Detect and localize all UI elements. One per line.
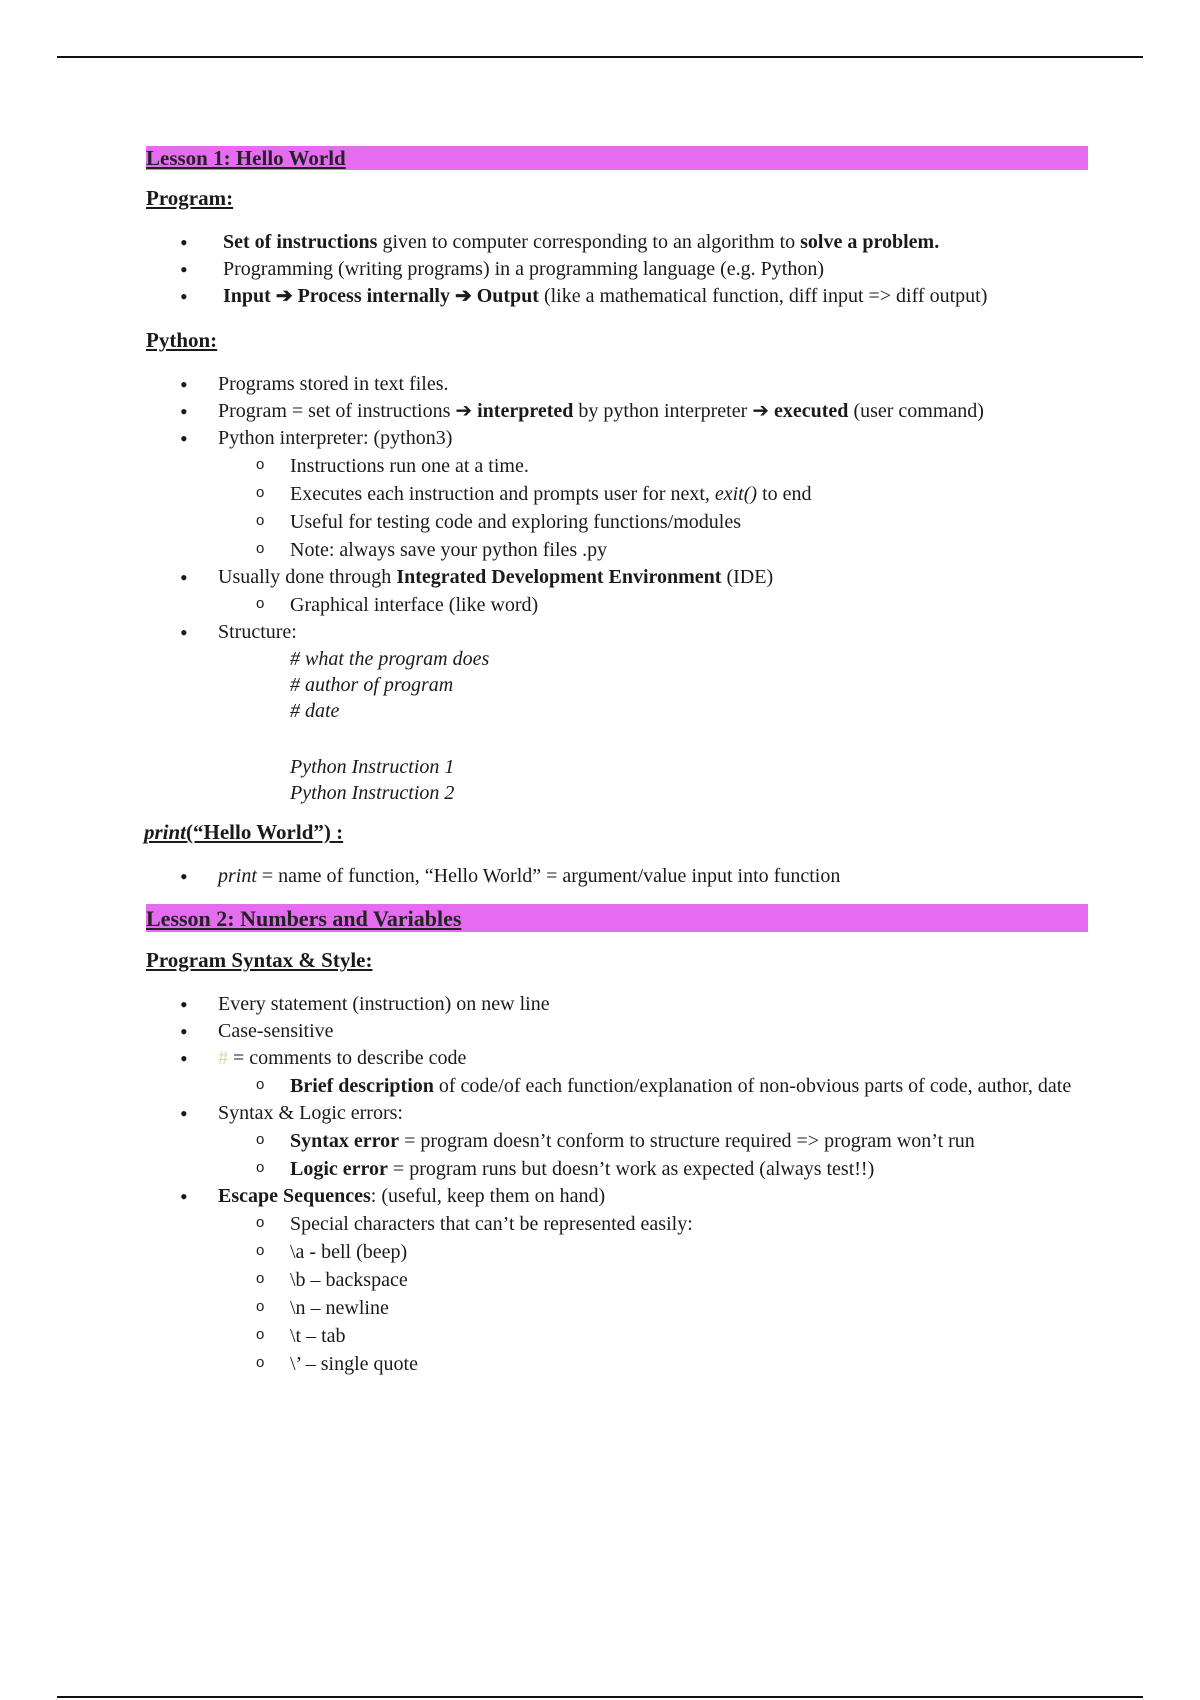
list-item: [146, 863, 1088, 890]
sub-list-item: o Instructions run one at a time.: [146, 452, 1088, 480]
bold-text: Logic error: [290, 1158, 388, 1180]
top-rule: [57, 56, 1143, 58]
text: to end: [757, 483, 812, 505]
code-line: # what the program does: [290, 648, 490, 670]
text: given to computer corresponding to an algorithm to: [377, 231, 801, 253]
sub-list-item: o Useful for testing code and exploring functions/modules: [146, 508, 1088, 536]
bottom-rule: [57, 1696, 1143, 1698]
text: (IDE): [721, 566, 774, 588]
italic-text: print: [144, 820, 187, 844]
sub-list-item: o Special characters that can’t be represented easily:: [146, 1210, 1088, 1238]
list-item: • Syntax & Logic errors:: [146, 1100, 1088, 1127]
bold-text: Escape Sequences: [218, 1185, 371, 1207]
list-item: [146, 398, 1088, 425]
text: = program runs but doesn’t work as expected (always test!!): [387, 1158, 875, 1180]
list-item: [146, 256, 1088, 283]
code-block: [146, 646, 1088, 806]
python-heading: Python:: [146, 328, 218, 352]
bold-text: Set of instructions: [223, 231, 378, 253]
python-list: [146, 371, 1088, 646]
sub-list-item: [146, 480, 1088, 508]
program-list: [146, 229, 1088, 310]
print-list: [146, 863, 1088, 890]
sub-list-item: o \b – backspace: [146, 1266, 1088, 1294]
sub-list-item: o \a - bell (beep): [146, 1238, 1088, 1266]
list-item: [146, 1183, 1088, 1210]
bold-text: Brief description: [290, 1075, 434, 1097]
sub-list-item: o \’ – single quote: [146, 1350, 1088, 1378]
list-item: • Case-sensitive: [146, 1018, 1088, 1045]
text: of code/of each function/explanation of non-obvious parts of code, author, date: [433, 1075, 1072, 1097]
sub-list-item: o \n – newline: [146, 1294, 1088, 1322]
bold-text: interpreted: [477, 400, 574, 422]
list-item: • Programs stored in text files.: [146, 371, 1088, 398]
bold-text: solve a problem.: [800, 231, 940, 253]
lesson-1-banner: Lesson 1: Hello World: [146, 146, 1088, 170]
italic-text: exit(): [714, 483, 758, 505]
document-body: [146, 146, 1088, 1378]
lesson-2-banner: Lesson 2: Numbers and Variables: [146, 904, 1088, 932]
syntax-list: [146, 991, 1088, 1378]
text: (user command): [848, 400, 984, 422]
bold-text: Input ➔ Process internally ➔ Output: [223, 285, 539, 307]
sub-list-item: o Note: always save your python files .py: [146, 536, 1088, 564]
list-item: • Every statement (instruction) on new line: [146, 991, 1088, 1018]
print-heading: [144, 820, 1088, 845]
code-gap: [290, 724, 1088, 754]
sub-list-item: [146, 1072, 1088, 1100]
code-line: # author of program: [290, 674, 454, 696]
syntax-heading: Program Syntax & Style:: [146, 948, 373, 972]
sub-list-item: [146, 1127, 1088, 1155]
list-item: [146, 283, 1088, 310]
sub-list-item: o Graphical interface (like word): [146, 591, 1088, 619]
program-heading: Program:: [146, 186, 234, 210]
text: Usually done through: [218, 566, 397, 588]
bold-text: Syntax error: [290, 1130, 400, 1152]
sub-list-item: [146, 1155, 1088, 1183]
code-line: Python Instruction 2: [290, 782, 455, 804]
text: = name of function, “Hello World” = argument/value input into function: [256, 865, 841, 887]
bold-text: executed: [774, 400, 849, 422]
text: = program doesn’t conform to structure required => program won’t run: [399, 1130, 975, 1152]
list-item: [146, 1045, 1088, 1072]
text: : (useful, keep them on hand): [370, 1185, 606, 1207]
list-item: • Python interpreter: (python3): [146, 425, 1088, 452]
bold-text: Integrated Development Environment: [396, 566, 722, 588]
code-line: Python Instruction 1: [290, 756, 455, 778]
list-item: [146, 229, 1088, 256]
hash-symbol: #: [218, 1047, 228, 1069]
list-item: [146, 564, 1088, 591]
text: (like a mathematical function, diff input => diff output): [538, 285, 988, 307]
italic-text: print: [218, 865, 257, 887]
text: Programming (writing programs) in a programming language (e.g. Python): [223, 258, 824, 280]
text: Program = set of instructions ➔: [218, 400, 478, 422]
text: = comments to describe code: [228, 1047, 467, 1069]
list-item: • Structure:: [146, 619, 1088, 646]
sub-list-item: o \t – tab: [146, 1322, 1088, 1350]
text: by python interpreter ➔: [573, 400, 775, 422]
code-line: # date: [290, 700, 340, 722]
text: Executes each instruction and prompts user for next,: [290, 483, 715, 505]
text: (“Hello World”) :: [186, 820, 344, 844]
